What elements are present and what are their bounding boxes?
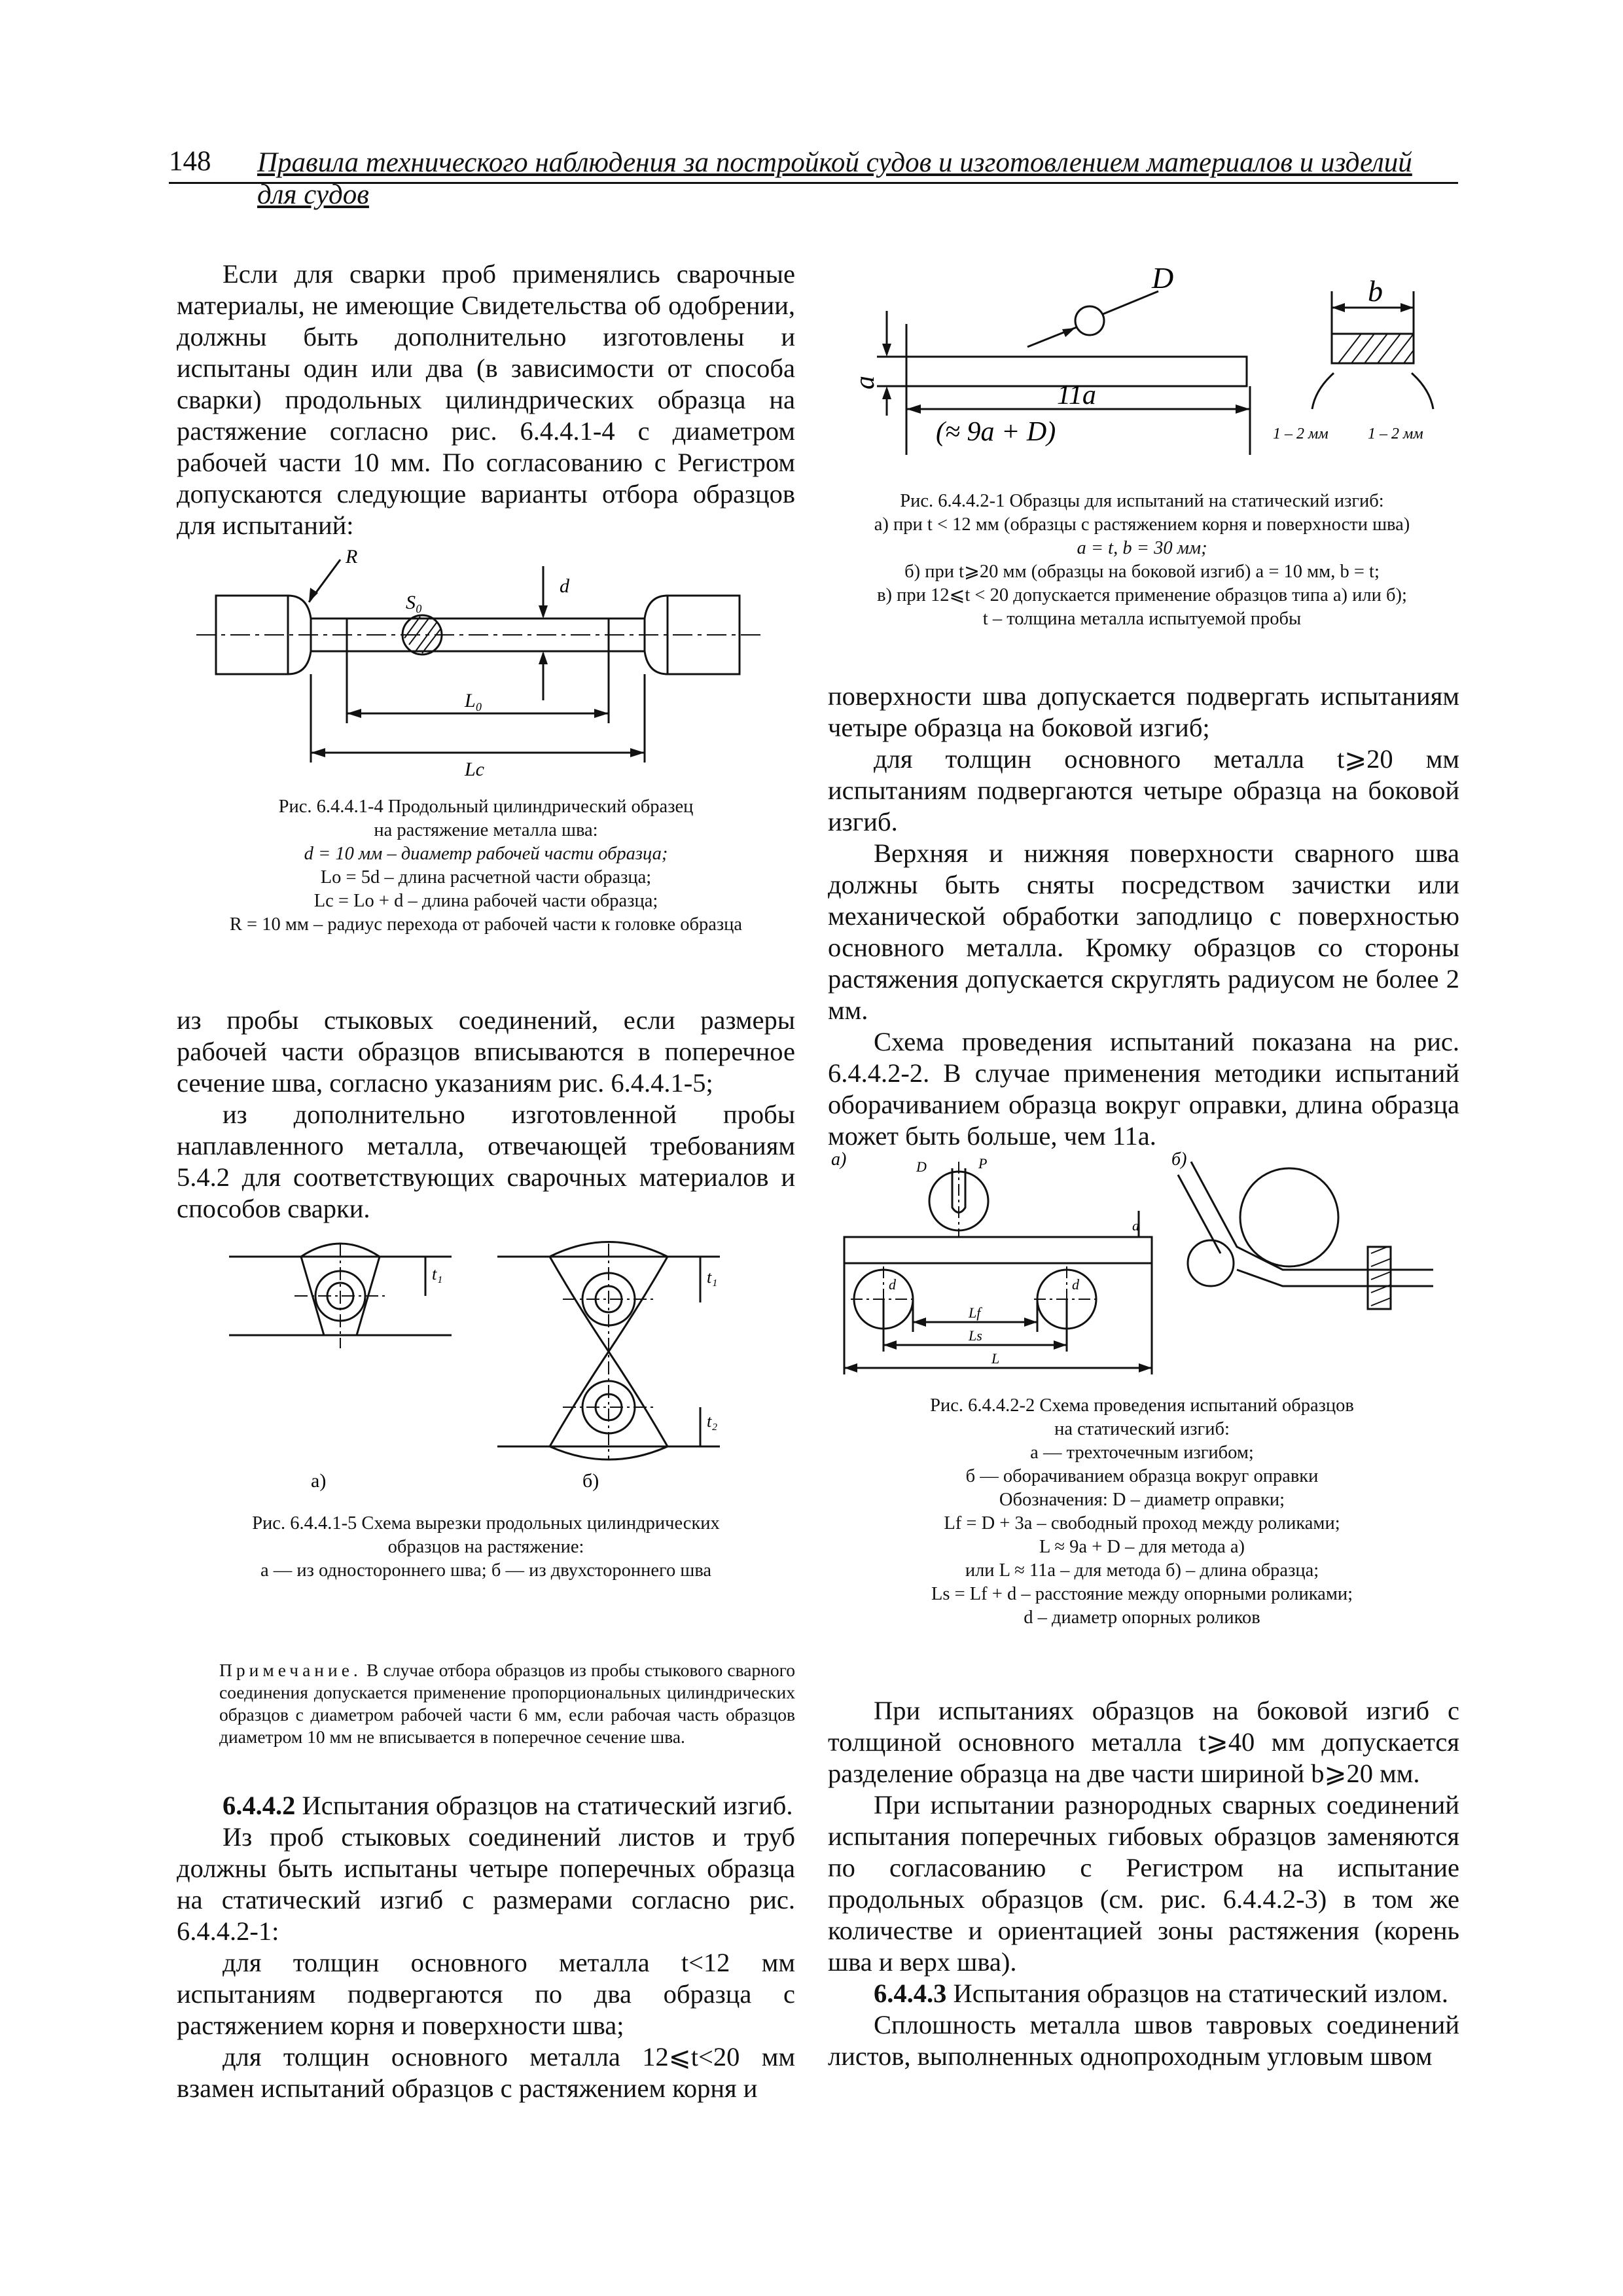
caption-line: а — из одностороннего шва; б — из двухстороннего шва [260,1560,712,1581]
figure-bend-specimens [844,259,1466,475]
roller-b [1188,1240,1234,1286]
label-method-a: а) [831,1149,847,1170]
label-D: D [1152,261,1174,295]
caption-line: d – диаметр опорных роликов [1024,1607,1260,1628]
label-roller-d-right: d [1072,1276,1079,1293]
label-b: б) [582,1470,599,1492]
caption-line: Обозначения: D – диаметр оправки; [999,1490,1285,1510]
right-paragraph-4: Схема проведения испытаний показана на рис. 6.4.4.2-2. В случае применения методики испытаний оборачиванием образца вокруг оправки, длина образца может быть больше, чем 11a. [828,1027,1459,1151]
caption-line: Рис. 6.4.4.2-1 Образцы для испытаний на статический изгиб: [900,491,1384,511]
caption-line: Lo = 5d – длина расчетной части образца; [320,867,652,888]
left-paragraph-1: Если для сварки проб применялись сварочные материалы, не имеющие Свидетельства об одобрении, должны быть дополнительно изготовлены и испытаны один или два (в зависимости от способа сварки) продольных цилиндрических образца на растяжение согласно рис. 6.4.4.1-4 с диаметром рабочей части 10 мм. По согласованию с Регистром допускаются следующие варианты отбора образцов для испытаний: [177,259,795,540]
caption-line: на статический изгиб: [1054,1419,1230,1439]
label-t1-a: t₁ [432,1265,443,1283]
label-D: D [916,1158,927,1175]
right-paragraph-3: Верхняя и нижняя поверхности сварного шва должны быть сняты посредством зачистки или механической обработки заподлицо с поверхностью основного металла. Кромку образцов со стороны растяжения допускается скруглять радиусом не более 2 мм. [828,838,1459,1025]
caption-line: t – толщина металла испытуемой пробы [982,609,1302,629]
caption-line: d = 10 мм – диаметр рабочей части образца; [304,844,668,864]
label-approx: (≈ 9a + D) [936,417,1056,447]
right-paragraph-5: При испытаниях образцов на боковой изгиб с толщиной основного металла t⩾40 мм допускается разделение образца на две части шириной b⩾20 мм. [828,1696,1459,1788]
section-title: Испытания образцов на статический излом. [953,1979,1448,2008]
caption-line: Ls = Lf + d – расстояние между опорными роликами; [931,1584,1353,1604]
left-intro [177,259,795,541]
caption-fig-6-4-4-2-2 [825,1394,1459,1630]
left-section-6-4-4-2 [177,1790,795,2104]
label-d: d [560,575,569,597]
left-middle-text [177,1005,795,1225]
label-a: a [1132,1217,1139,1234]
figure-cutting-scheme [216,1230,772,1492]
right-paragraph-6: При испытании разнородных сварных соединений испытания поперечных гибовых образцов заменяются по согласованию с Регистром на испытание продольных образцов (см. рис. 6.4.4.2-3) в том же количестве и ориентацией зоны растяжения (корень шва и верх шва). [828,1790,1459,1977]
page-number: 148 [169,146,211,177]
caption-line: L ≈ 9a + D – для метода а) [1039,1537,1245,1557]
caption-line: Рис. 6.4.4.1-5 Схема вырезки продольных цилиндрических [252,1513,720,1534]
label-Lc: Lc [465,759,484,780]
left-paragraph-2: из пробы стыковых соединений, если размеры рабочей части образцов вписываются в поперечное сечение шва, согласно указаниям рис. 6.4.4.1-5; [177,1005,795,1098]
figure-bend-test-scheme [831,1149,1459,1391]
page-header [169,145,1458,210]
caption-line: б) при t⩾20 мм (образцы на боковой изгиб) a = 10 мм, b = t; [904,562,1380,582]
label-radius-1: 1 – 2 мм [1273,425,1329,442]
left-paragraph-6: для толщин основного металла 12⩽t<20 мм взамен испытаний образцов с растяжением корня и [177,2042,795,2103]
label-Ls: Ls [969,1327,982,1344]
caption-line: R = 10 мм – радиус перехода от рабочей части к головке образца [229,914,743,935]
caption-fig-6-4-4-2-1 [825,490,1459,631]
caption-line: а) при t < 12 мм (образцы с растяжением корня и поверхности шва) [874,514,1410,535]
label-L0: L₀ [465,690,483,711]
caption-line: Lf = D + 3a – свободный проход между роликами; [944,1513,1340,1534]
label-L: L [991,1350,1000,1367]
label-roller-d-left: d [889,1276,896,1293]
note-lead: Примечание. [219,1660,362,1680]
caption-fig-6-4-4-1-5 [177,1512,795,1583]
label-method-b: б) [1171,1149,1187,1170]
label-b: b [1368,274,1383,308]
figure-cylindrical-specimen [196,537,785,785]
label-R: R [346,546,358,567]
label-a: а) [311,1470,327,1492]
caption-line: a = t, b = 30 мм; [1077,538,1207,558]
caption-line: б — оборачиванием образца вокруг оправки [965,1466,1319,1486]
label-t1-b: t₁ [707,1268,718,1287]
caption-fig-6-4-4-1-4 [177,795,795,937]
left-paragraph-3: из дополнительно изготовленной пробы наплавленного металла, отвечающей требованиям 5.4.2 для соответствующих сварочных материалов и способов сварки. [177,1100,795,1223]
caption-line: Lc = Lo + d – длина рабочей части образца; [313,891,658,911]
caption-line: образцов на растяжение: [387,1537,584,1557]
caption-line: на растяжение металла шва: [374,820,598,840]
right-paragraph-1: поверхности шва допускается подвергать испытаниям четыре образца на боковой изгиб; [828,681,1459,742]
caption-line: или L ≈ 11a – для метода б) – длина образца; [965,1560,1319,1581]
left-paragraph-5: для толщин основного металла t<12 мм испытаниям подвергаются по два образца с растяжением корня и поверхности шва; [177,1948,795,2040]
caption-line: Рис. 6.4.4.1-4 Продольный цилиндрический образец [278,797,694,817]
label-S0: S₀ [406,592,423,613]
label-11a: 11a [1057,380,1096,410]
right-upper-text [828,681,1459,1152]
note-body: В случае отбора образцов из пробы стыкового сварного соединения допускается применение пропорциональных цилиндрических образцов с диаметром рабочей части 6 мм, если рабочая часть образцов диаметром 10 мм не вписывается в поперечное сечение шва. [219,1660,796,1747]
mandrel-b [1240,1168,1338,1266]
right-lower-text [828,1695,1459,2072]
note-block [219,1659,795,1748]
label-t2-b: t₂ [707,1412,718,1431]
left-paragraph-4: Из проб стыковых соединений листов и труб должны быть испытаны четыре поперечных образца на статический изгиб с размерами согласно рис. 6.4.4.2-1: [177,1822,795,1946]
section-number: 6.4.4.2 [223,1791,296,1820]
caption-line: Рис. 6.4.4.2-2 Схема проведения испытаний образцов [930,1395,1354,1416]
section-title: Испытания образцов на статический изгиб. [302,1791,793,1820]
label-P: P [978,1155,988,1172]
caption-line: в) при 12⩽t < 20 допускается применение образцов типа а) или б); [877,585,1407,605]
section-number: 6.4.4.3 [874,1979,947,2008]
right-paragraph-7: Сплошность металла швов тавровых соединений листов, выполненных однопроходным угловым швом [828,2010,1459,2071]
right-paragraph-2: для толщин основного металла t⩾20 мм испытаниям подвергаются четыре образца на боковой изгиб. [828,744,1459,836]
label-radius-2: 1 – 2 мм [1368,425,1423,442]
test-specimen [844,1237,1152,1263]
caption-line: а — трехточечным изгибом; [1030,1443,1254,1463]
mandrel-symbol [1075,306,1104,335]
label-a: a [850,376,880,389]
label-Lf: Lf [969,1304,981,1321]
running-title: Правила технического наблюдения за постройкой судов и изготовлением материалов и изделий для судов [257,147,1412,210]
